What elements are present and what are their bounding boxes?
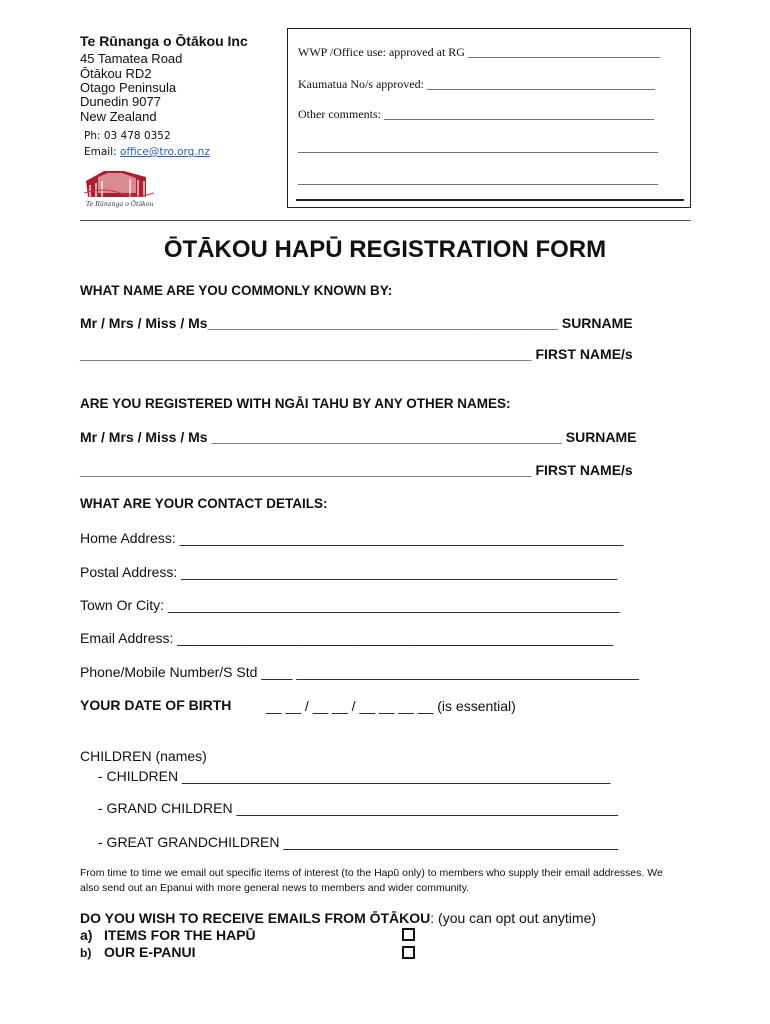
form-title: ŌTĀKOU HAPŪ REGISTRATION FORM (163, 236, 607, 263)
children-field[interactable]: - CHILDREN _______________________________________________________ (98, 768, 611, 784)
phone-field[interactable]: Phone/Mobile Number/S Std ____ ____________________________________________ (80, 664, 639, 680)
option-b-label: OUR E-PANUI (104, 944, 196, 960)
comments-blank-line-2[interactable]: ____________________________________________________________ (298, 172, 658, 186)
emails-question-row (80, 910, 596, 926)
office-box-rule (296, 199, 684, 201)
contact-heading: WHAT ARE YOUR CONTACT DETAILS: (80, 496, 328, 511)
home-address-field[interactable]: Home Address: _________________________________________________________ (80, 530, 624, 546)
option-a-letter: a) (80, 927, 93, 943)
option-a-label: ITEMS FOR THE HAPŪ (104, 927, 256, 943)
children-label: CHILDREN (names) (80, 748, 207, 764)
address-line-2: Ōtākou RD2 (80, 66, 152, 81)
other-comments-line[interactable]: Other comments: _____________________________________________ (298, 107, 654, 121)
kaumatua-line[interactable]: Kaumatua No/s approved: ______________________________________ (298, 77, 655, 91)
header-divider (80, 220, 691, 221)
other-names-heading: ARE YOU REGISTERED WITH NGĀI TAHU BY ANY OTHER NAMES: (80, 396, 511, 411)
known-by-first-name-field[interactable]: __________________________________________________________ FIRST NAME/s (80, 346, 633, 362)
address-line-4: Dunedin 9077 (80, 94, 161, 109)
phone-number: Ph: 03 478 0352 (84, 130, 171, 142)
address-line-3: Otago Peninsula (80, 80, 177, 95)
dob-label: YOUR DATE OF BIRTH (80, 697, 232, 713)
town-city-field[interactable]: Town Or City: __________________________________________________________ (80, 597, 620, 613)
option-b-letter: b) (80, 946, 92, 960)
grand-children-field[interactable]: - GRAND CHILDREN _________________________________________________ (98, 800, 618, 816)
email-note: From time to time we email out specific items of interest (to the Hapū only) to members who supply their email addresses. We also send out an Epanui with more general news to members and wider community. (80, 867, 663, 894)
address-line-1: 45 Tamatea Road (80, 51, 183, 66)
known-by-heading: WHAT NAME ARE YOU COMMONLY KNOWN BY: (80, 283, 393, 298)
emails-optout-note: : (you can opt out anytime) (430, 910, 597, 926)
runanga-logo (84, 163, 154, 208)
office-approved-line[interactable]: WWP /Office use: approved at RG ________________________________ (298, 45, 660, 59)
great-grandchildren-field[interactable]: - GREAT GRANDCHILDREN ___________________________________________ (98, 834, 619, 850)
email-link[interactable]: office@tro.org.nz (120, 146, 210, 158)
other-surname-field[interactable]: Mr / Mrs / Miss / Ms _____________________________________________ SURNAME (80, 429, 637, 445)
email-address-field[interactable]: Email Address: ________________________________________________________ (80, 630, 614, 646)
option-b-checkbox[interactable] (402, 946, 415, 959)
comments-blank-line-1[interactable]: ____________________________________________________________ (298, 140, 658, 154)
known-by-surname-field[interactable]: Mr / Mrs / Miss / Ms_____________________________________________ SURNAME (80, 315, 633, 331)
postal-address-field[interactable]: Postal Address: ________________________________________________________ (80, 564, 618, 580)
email-contact (84, 146, 210, 158)
logo-caption: Te Rūnanga o Ōtākou (86, 201, 154, 208)
address-line-5: New Zealand (80, 109, 157, 124)
other-first-name-field[interactable]: __________________________________________________________ FIRST NAME/s (80, 462, 633, 478)
emails-question: DO YOU WISH TO RECEIVE EMAILS FROM ŌTĀKOU (80, 910, 431, 926)
organisation-name: Te Rūnanga o Ōtākou Inc (80, 33, 248, 49)
dob-field[interactable]: __ __ / __ __ / __ __ __ __ (is essential) (266, 698, 516, 714)
option-a-checkbox[interactable] (402, 928, 415, 941)
email-label: Email: (84, 146, 117, 158)
